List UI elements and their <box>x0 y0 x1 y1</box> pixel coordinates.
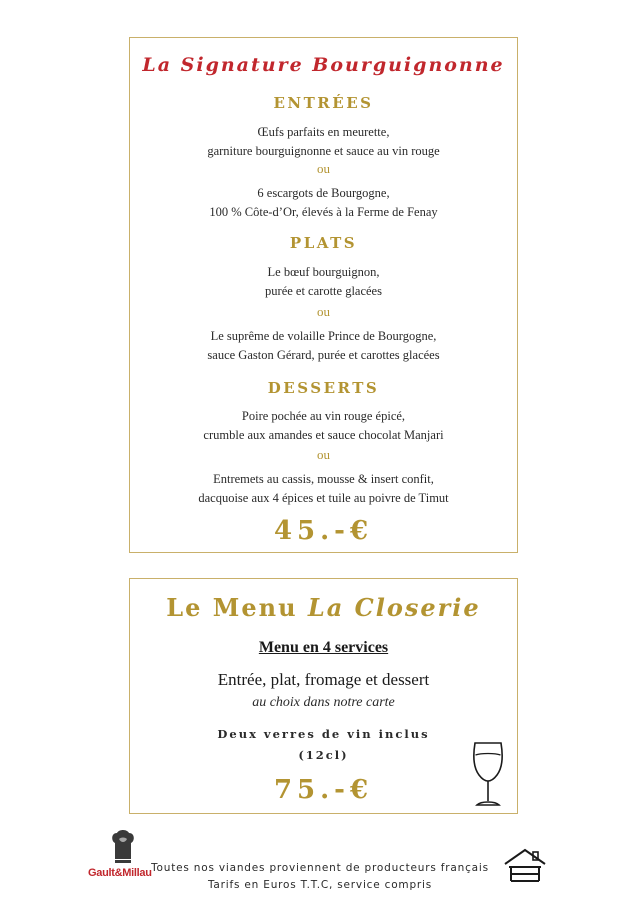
signature-menu-card <box>129 37 518 553</box>
entree-dish-1-line-2: garniture bourguignonne et sauce au vin rouge <box>207 144 440 158</box>
closerie-price: 75.-€ <box>273 775 374 805</box>
plats-or: ou <box>317 304 330 319</box>
wine-volume-text: (12cl) <box>298 748 349 762</box>
signature-price: 45.-€ <box>273 516 374 546</box>
entrees-heading: ENTRÉES <box>273 94 374 112</box>
wine-glass-icon <box>469 739 507 809</box>
entree-dish-2 <box>130 184 517 222</box>
entree-dish-2-line-2: 100 % Côte-d’Or, élevés à la Ferme de Fenay <box>209 205 438 219</box>
wine-included-text: Deux verres de vin inclus <box>217 727 430 741</box>
choice-text: au choix dans notre carte <box>252 695 395 710</box>
gault-millau-logo: Gault&Millau <box>88 867 152 879</box>
closerie-title-prefix: Le Menu <box>166 593 308 622</box>
dessert-dish-2-line-2: dacquoise aux 4 épices et tuile au poivre de Timut <box>198 491 449 505</box>
plat-dish-1-line-2: purée et carotte glacées <box>265 284 382 298</box>
plat-dish-2-line-1: Le suprême de volaille Prince de Bourgogne, <box>210 329 437 343</box>
entrees-or: ou <box>317 161 330 176</box>
dessert-dish-2 <box>130 470 517 508</box>
entree-dish-1-line-1: Œufs parfaits en meurette, <box>257 125 390 139</box>
house-icon <box>503 848 547 884</box>
footer-pricing: Tarifs en Euros T.T.C, service compris <box>207 879 433 891</box>
plats-heading: PLATS <box>289 234 358 252</box>
desserts-or: ou <box>317 447 330 462</box>
entree-dish-2-line-1: 6 escargots de Bourgogne, <box>257 186 390 200</box>
footer-meat-origin: Toutes nos viandes proviennent de producteurs français <box>151 862 489 874</box>
entree-dish-1 <box>130 123 517 161</box>
signature-title: La Signature Bourguignonne <box>142 54 505 76</box>
courses-text: Entrée, plat, fromage et dessert <box>217 670 430 689</box>
services-label: Menu en 4 services <box>258 639 389 656</box>
plat-dish-1-line-1: Le bœuf bourguignon, <box>267 265 380 279</box>
dessert-dish-1-line-2: crumble aux amandes et sauce chocolat Manjari <box>203 428 444 442</box>
closerie-menu-card <box>129 578 518 814</box>
dessert-dish-2-line-1: Entremets au cassis, mousse & insert confit, <box>213 472 434 486</box>
dessert-dish-1-line-1: Poire pochée au vin rouge épicé, <box>241 409 406 423</box>
desserts-heading: DESSERTS <box>267 379 380 397</box>
closerie-title-name: La Closerie <box>307 593 481 622</box>
dessert-dish-1 <box>130 407 517 445</box>
plat-dish-1 <box>130 263 517 301</box>
closerie-title <box>130 593 517 622</box>
plat-dish-2 <box>130 327 517 365</box>
plat-dish-2-line-2: sauce Gaston Gérard, purée et carottes glacées <box>207 348 440 362</box>
